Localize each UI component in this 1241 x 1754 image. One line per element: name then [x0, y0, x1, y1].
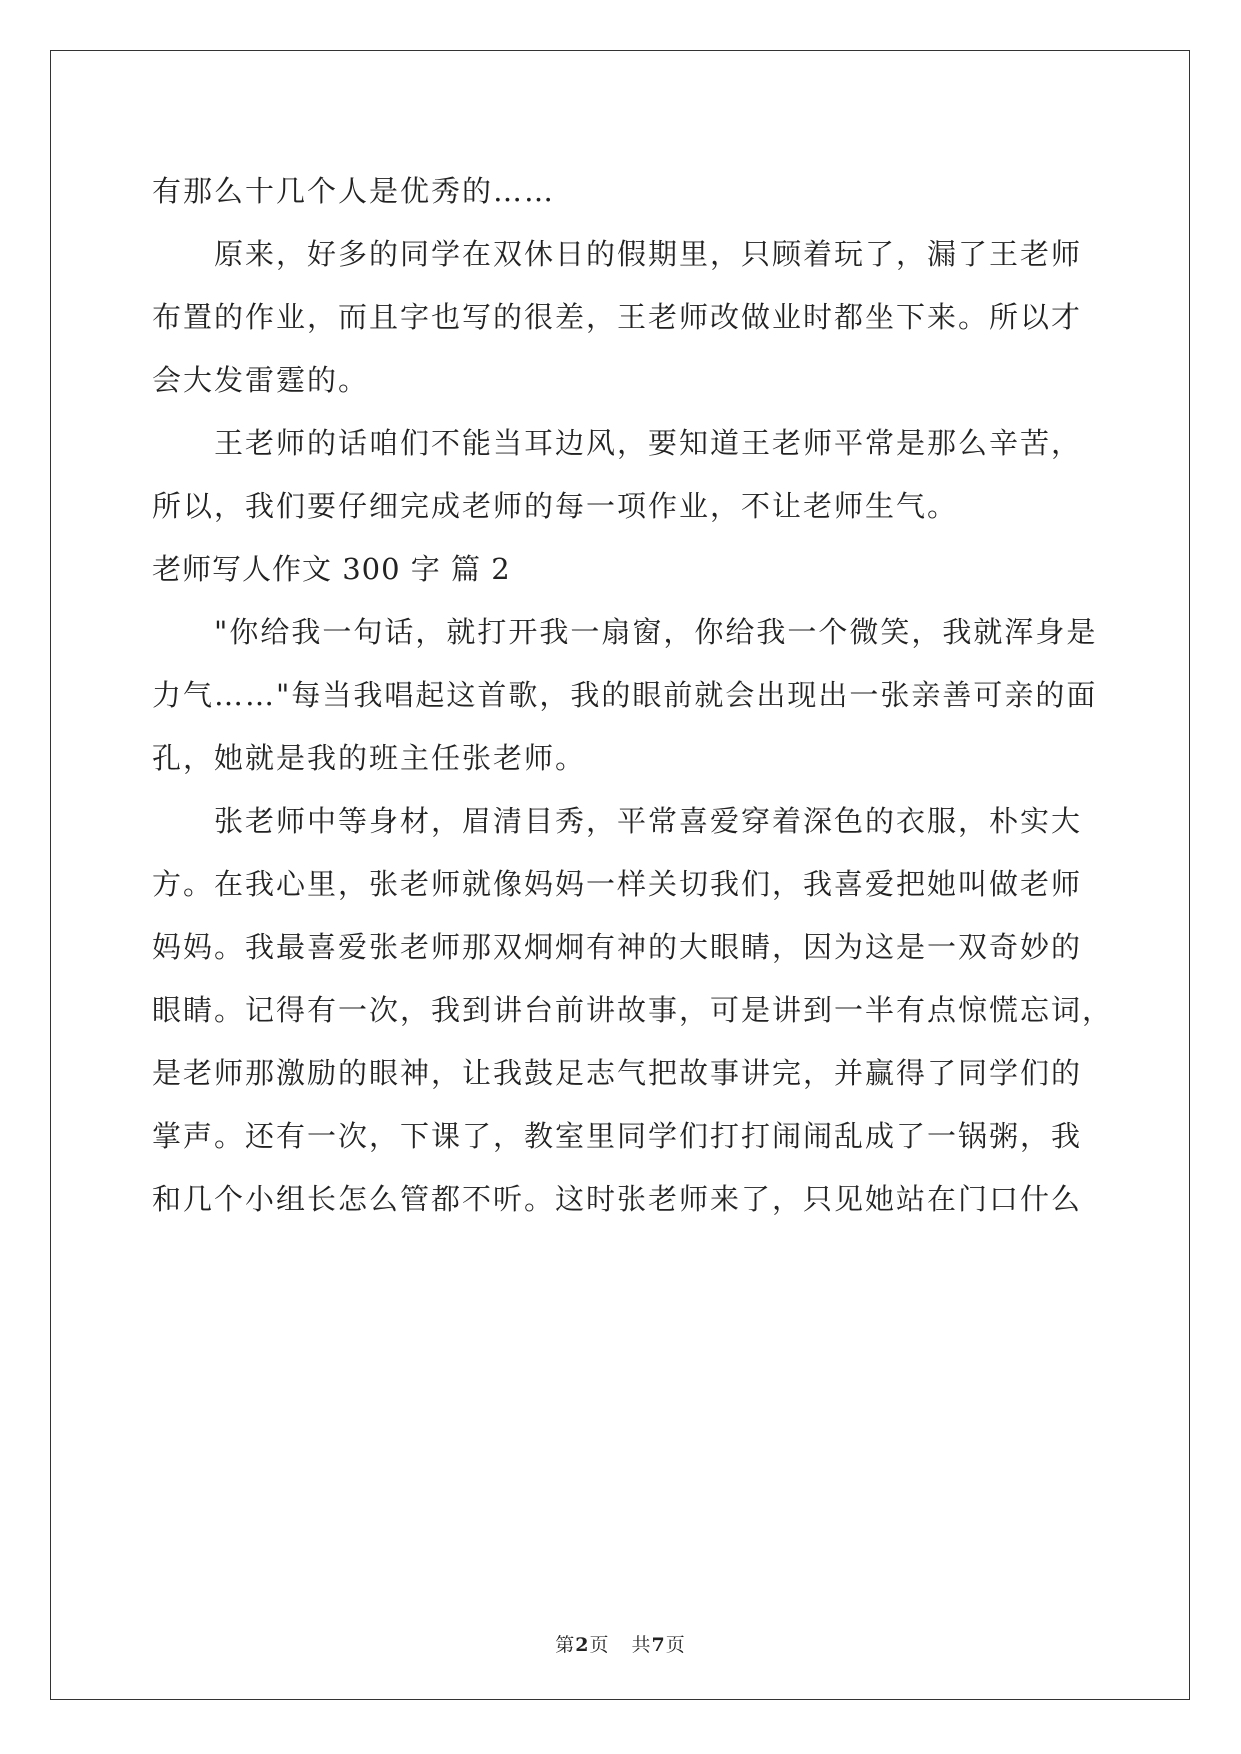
- text-line: 眼睛。记得有一次，我到讲台前讲故事，可是讲到一半有点惊慌忘词，: [152, 993, 1114, 1027]
- footer-total-suffix: 页: [665, 1634, 686, 1656]
- text-line: 和几个小组长怎么管都不听。这时张老师来了，只见她站在门口什么: [152, 1182, 1083, 1216]
- text-line: 布置的作业，而且字也写的很差，王老师改做业时都坐下来。所以才: [152, 300, 1083, 334]
- text-line: 王老师的话咱们不能当耳边风，要知道王老师平常是那么辛苦，: [214, 426, 1083, 460]
- section-heading: 老师写人作文 300 字 篇 2: [152, 552, 511, 586]
- text-line: 会大发雷霆的。: [152, 363, 370, 397]
- text-line: 张老师中等身材，眉清目秀，平常喜爱穿着深色的衣服，朴实大: [214, 804, 1083, 838]
- text-line: 孔，她就是我的班主任张老师。: [152, 741, 587, 775]
- text-line: 是老师那激励的眼神，让我鼓足志气把故事讲完，并赢得了同学们的: [152, 1056, 1083, 1090]
- text-line: "你给我一句话，就打开我一扇窗，你给我一个微笑，我就浑身是: [214, 615, 1098, 649]
- document-body: [152, 160, 1114, 1231]
- current-page-number: 2: [575, 1634, 590, 1656]
- text-line: 有那么十几个人是优秀的……: [152, 174, 556, 208]
- text-line: 掌声。还有一次，下课了，教室里同学们打打闹闹乱成了一锅粥，我: [152, 1119, 1083, 1153]
- footer-prefix: 第: [555, 1634, 576, 1656]
- footer-total-prefix: 共: [631, 1634, 652, 1656]
- footer-page-suffix: 页: [589, 1634, 610, 1656]
- text-line: 原来，好多的同学在双休日的假期里，只顾着玩了，漏了王老师: [214, 237, 1083, 271]
- total-pages-number: 7: [651, 1634, 666, 1656]
- text-line: 方。在我心里，张老师就像妈妈一样关切我们，我喜爱把她叫做老师: [152, 867, 1083, 901]
- text-line: 所以，我们要仔细完成老师的每一项作业，不让老师生气。: [152, 489, 959, 523]
- page-footer: [0, 1630, 1241, 1657]
- text-line: 力气……"每当我唱起这首歌，我的眼前就会出现出一张亲善可亲的面: [152, 678, 1098, 712]
- text-line: 妈妈。我最喜爱张老师那双炯炯有神的大眼睛，因为这是一双奇妙的: [152, 930, 1083, 964]
